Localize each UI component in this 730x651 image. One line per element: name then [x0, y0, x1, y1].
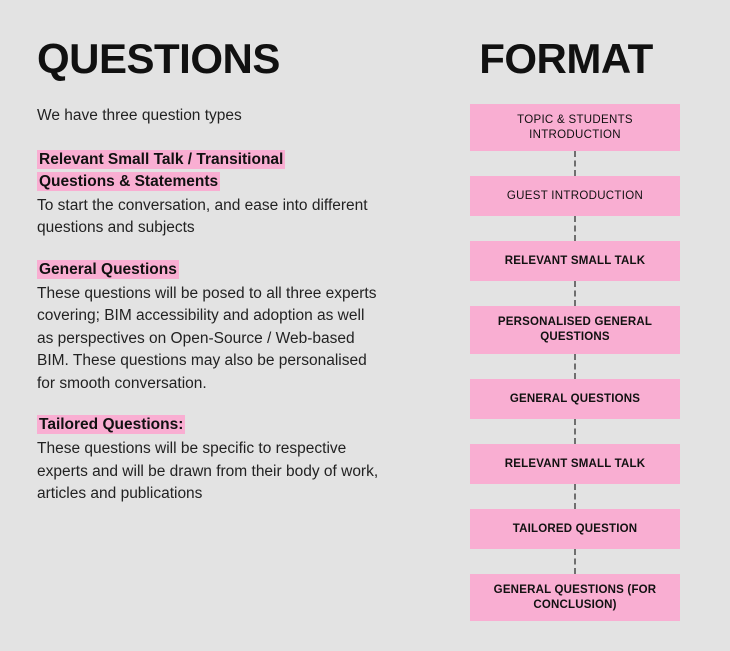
format-column	[420, 0, 730, 651]
flow-connector	[574, 281, 576, 306]
question-type-heading-line2: Questions & Statements	[39, 172, 219, 190]
flow-step-personalised-general-questions: PERSONALISED GENERAL QUESTIONS	[470, 306, 680, 353]
questions-intro: We have three question types	[37, 107, 242, 124]
questions-title: QUESTIONS	[37, 35, 280, 82]
question-type-body: These questions will be specific to respective experts and will be drawn from their body of work, articles and publications	[37, 440, 379, 503]
question-type-heading	[37, 149, 420, 193]
question-type-heading-line1: Relevant Small Talk / Transitional	[39, 150, 284, 168]
flow-step-guest-introduction: GUEST INTRODUCTION	[470, 176, 680, 216]
flow-step-topic-students-introduction: TOPIC & STUDENTS INTRODUCTION	[470, 104, 680, 151]
format-title: FORMAT	[479, 35, 653, 82]
flow-connector	[574, 419, 576, 444]
flow-step-relevant-small-talk-1: RELEVANT SMALL TALK	[470, 241, 680, 281]
flow-step-tailored-question: TAILORED QUESTION	[470, 509, 680, 549]
flow-step-general-questions-conclusion: GENERAL QUESTIONS (FOR CONCLUSION)	[470, 574, 680, 621]
flow-connector	[574, 151, 576, 176]
format-flow-diagram	[470, 104, 680, 621]
question-type-section	[37, 414, 420, 505]
question-type-body: These questions will be posed to all three experts covering; BIM accessibility and adoption as well as perspectives on Open-Source / Web-based BIM. These questions may also be personalised for smooth conversation.	[37, 284, 377, 392]
question-type-section	[37, 149, 420, 240]
flow-connector	[574, 354, 576, 379]
question-type-body: To start the conversation, and ease into different questions and subjects	[37, 196, 368, 237]
flow-connector	[574, 484, 576, 509]
flow-step-relevant-small-talk-2: RELEVANT SMALL TALK	[470, 444, 680, 484]
question-type-heading-line1: General Questions	[39, 260, 177, 278]
question-type-heading	[37, 259, 420, 281]
flow-connector	[574, 549, 576, 574]
flow-step-general-questions: GENERAL QUESTIONS	[470, 379, 680, 419]
question-type-section	[37, 259, 420, 395]
flow-connector	[574, 216, 576, 241]
question-type-heading-line1: Tailored Questions:	[39, 416, 184, 434]
question-type-heading	[37, 414, 420, 436]
